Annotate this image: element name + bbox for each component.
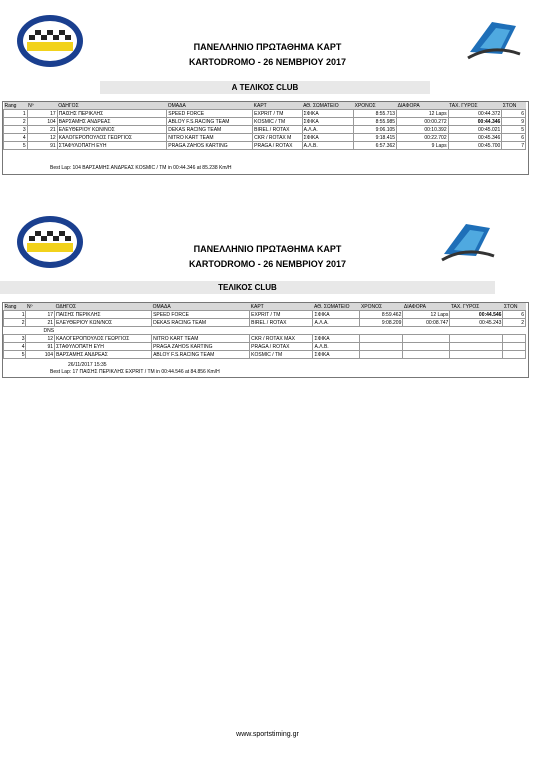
table-cell: ΣΦΙΚΑ <box>313 335 360 343</box>
table-cell: ΣΦΙΚΑ <box>313 351 360 359</box>
table-header-row <box>4 303 526 311</box>
table-cell: ΒΑΡΣΑΜΗΣ ΑΝΔΡΕΑΣ <box>57 118 167 126</box>
table-cell: Α.Λ.Α. <box>302 126 354 134</box>
table-cell: 9 <box>502 118 526 126</box>
table-cell: 00:45.243 <box>450 319 503 327</box>
event-title: ΠΑΝΕΛΛΗΝΙΟ ΠΡΩΤΑΘΗΜΑ ΚΑΡΤ <box>193 42 342 52</box>
table-header-row <box>4 102 526 110</box>
table-cell: 00:44.372 <box>448 110 502 118</box>
table-cell <box>450 335 503 343</box>
table-cell: 00:45.346 <box>448 134 502 142</box>
table-cell: 6 <box>502 134 526 142</box>
table-row <box>4 142 526 150</box>
table-cell <box>403 335 450 343</box>
table-cell: 5 <box>4 351 26 359</box>
table-cell: 5 <box>502 126 526 134</box>
table-cell: PRAGA ZAHOS KARTING <box>167 142 253 150</box>
table-cell: ΣΦΙΚΑ <box>313 311 360 319</box>
column-header: ΤΑΧ. ΓΥΡΟΣ <box>448 102 502 110</box>
column-header: ΣΤΟΝ <box>503 303 526 311</box>
table-cell: SPEED FORCE <box>167 110 253 118</box>
table-cell: ΣΦΙΚΑ <box>302 110 354 118</box>
table-cell: 7 <box>502 142 526 150</box>
table-row <box>4 351 526 359</box>
table-cell: ΕΛΕΥΘΕΡΙΟΥ ΚΩΝ/ΝΟΣ <box>55 319 152 327</box>
table-cell: Α.Λ.Β. <box>313 343 360 351</box>
race-title: Α ΤΕΛΙΚΟΣ CLUB <box>100 81 430 94</box>
table-cell: 3 <box>4 335 26 343</box>
table-cell: 8:55.713 <box>354 110 397 118</box>
table-cell: 5 <box>4 142 28 150</box>
table-cell: 12 <box>26 335 55 343</box>
race-title: ΤΕΛΙΚΟΣ CLUB <box>0 281 495 294</box>
table-cell <box>450 351 503 359</box>
table-cell: EXPRIT / TM <box>253 110 302 118</box>
column-header: ΧΡΟΝΟΣ <box>360 303 403 311</box>
table-cell: KOSMIC / TM <box>253 118 302 126</box>
table-row <box>4 343 526 351</box>
table-cell: 12 Laps <box>397 110 449 118</box>
column-header: ΚΑΡΤ <box>253 102 302 110</box>
table-cell: 00:45.021 <box>448 126 502 134</box>
table-cell: ΒΑΡΣΑΜΗΣ ΑΝΔΡΕΑΣ <box>55 351 152 359</box>
table-cell: BIREL / ROTAX <box>253 126 302 134</box>
table-cell <box>503 351 526 359</box>
event-title: ΠΑΝΕΛΛΗΝΙΟ ΠΡΩΤΑΘΗΜΑ ΚΑΡΤ <box>193 244 342 254</box>
dns-label-row <box>4 327 526 335</box>
table-cell: 91 <box>26 343 55 351</box>
table-cell: 2 <box>503 319 526 327</box>
table-cell: 104 <box>27 118 57 126</box>
table-cell: 17 <box>26 311 55 319</box>
table-cell <box>403 343 450 351</box>
table-cell: 12 Laps <box>403 311 450 319</box>
table-cell: NITRO KART TEAM <box>167 134 253 142</box>
table-cell: NITRO KART TEAM <box>152 335 250 343</box>
table-cell <box>503 343 526 351</box>
footer-url: www.sportstiming.gr <box>236 731 299 738</box>
column-header: ΟΔΗΓΟΣ <box>57 102 167 110</box>
column-header: ΟΜΑΔΑ <box>152 303 250 311</box>
table-cell: PRAGA ZAHOS KARTING <box>152 343 250 351</box>
table-cell: 00:44.546 <box>450 311 503 319</box>
table-row <box>4 335 526 343</box>
column-header: Rang <box>4 102 28 110</box>
column-header: ΣΤΟΝ <box>502 102 526 110</box>
column-header: Nº <box>27 102 57 110</box>
table-cell: 4 <box>4 134 28 142</box>
table-cell: ΣΦΙΚΑ <box>302 118 354 126</box>
table-cell: DEKAS RACING TEAM <box>167 126 253 134</box>
column-header: ΧΡΟΝΟΣ <box>354 102 397 110</box>
best-lap-note: Best Lap: 17 ΠΑΙΣΗΣ ΠΕΡΙΚΛΗΣ EXPRIT / TM in 00:44.546 at 84.856 Km/H <box>50 369 220 375</box>
table-cell: DEKAS RACING TEAM <box>152 319 250 327</box>
table-cell: 9:06.105 <box>354 126 397 134</box>
column-header: ΤΑΧ. ΓΥΡΟΣ <box>450 303 503 311</box>
table-cell: EXPRIT / TM <box>250 311 313 319</box>
table-cell: BIREL / ROTAX <box>250 319 313 327</box>
column-header: ΔΙΑΦΟΡΑ <box>403 303 450 311</box>
table-cell: ΚΑΛΟΓΕΡΟΠΟΥΛΟΣ ΓΕΩΡΓΙΟΣ <box>55 335 152 343</box>
table-row <box>4 126 526 134</box>
table-row <box>4 134 526 142</box>
table-cell: KOSMIC / TM <box>250 351 313 359</box>
results-table <box>3 303 526 359</box>
table-cell: ABLOY F.S.RACING TEAM <box>152 351 250 359</box>
table-cell: 00:22.702 <box>397 134 449 142</box>
column-header: ΔΙΑΦΟΡΑ <box>397 102 449 110</box>
table-cell: ΣΦΙΚΑ <box>302 134 354 142</box>
table-cell: 00:00.272 <box>397 118 449 126</box>
table-cell: 00:45.700 <box>448 142 502 150</box>
column-header: ΑΘ. ΣΩΜΑΤΕΙΟ <box>302 102 354 110</box>
table-cell: 00:44.346 <box>448 118 502 126</box>
table-cell: CKR / ROTAX M <box>253 134 302 142</box>
table-cell: PRAGA / ROTAX <box>250 343 313 351</box>
table-cell: ΚΑΛΟΓΕΡΟΠΟΥΛΟΣ ΓΕΩΡΓΙΟΣ <box>57 134 167 142</box>
table-cell: 00:08.747 <box>403 319 450 327</box>
column-header: ΚΑΡΤ <box>250 303 313 311</box>
table-cell: 9:08.209 <box>360 319 403 327</box>
table-cell: 00:10.392 <box>397 126 449 134</box>
table-row <box>4 311 526 319</box>
table-cell: 9:18.415 <box>354 134 397 142</box>
table-cell: ABLOY F.S.RACING TEAM <box>167 118 253 126</box>
table-cell <box>450 343 503 351</box>
table-cell: 6 <box>502 110 526 118</box>
table-cell: ΠΑΙΣΗΣ ΠΕΡΙΚΛΗΣ <box>55 311 152 319</box>
table-cell <box>360 351 403 359</box>
table-cell: 9 Laps <box>397 142 449 150</box>
table-cell: 6:57.362 <box>354 142 397 150</box>
table-row <box>4 110 526 118</box>
table-cell: 2 <box>4 319 26 327</box>
table-cell: 8:59.462 <box>360 311 403 319</box>
dns-label: DNS <box>43 327 55 334</box>
event-subtitle: KARTODROMO - 26 ΝΕΜΒΡΙΟΥ 2017 <box>188 259 347 269</box>
table-cell: ΠΑΙΣΗΣ ΠΕΡΙΚΛΗΣ <box>57 110 167 118</box>
table-cell <box>360 335 403 343</box>
table-cell: Α.Λ.Α. <box>313 319 360 327</box>
column-header: ΑΘ. ΣΩΜΑΤΕΙΟ <box>313 303 360 311</box>
table-cell: 21 <box>26 319 55 327</box>
timestamp: 26/11/2017 15:35 <box>68 362 107 368</box>
table-cell: ΣΤΑΦΥΛΟΠΑΤΗ ΕΥΗ <box>57 142 167 150</box>
best-lap-note: Best Lap: 104 ΒΑΡΣΑΜΗΣ ΑΝΔΡΕΑΣ KOSMIC / TM in 00:44.346 at 85.238 Km/H <box>50 165 232 171</box>
table-cell: 1 <box>4 110 28 118</box>
table-cell: 8:55.985 <box>354 118 397 126</box>
table-cell: 104 <box>26 351 55 359</box>
table-row <box>4 118 526 126</box>
table-cell: 12 <box>27 134 57 142</box>
table-cell: 3 <box>4 126 28 134</box>
table-cell: 1 <box>4 311 26 319</box>
table-cell: 21 <box>27 126 57 134</box>
results-table <box>3 102 526 150</box>
table-cell: 17 <box>27 110 57 118</box>
column-header: ΟΜΑΔΑ <box>167 102 253 110</box>
table-cell: 6 <box>503 311 526 319</box>
table-cell: 2 <box>4 118 28 126</box>
table-cell: PRAGA / ROTAX <box>253 142 302 150</box>
table-cell: SPEED FORCE <box>152 311 250 319</box>
event-subtitle: KARTODROMO - 26 ΝΕΜΒΡΙΟΥ 2017 <box>188 57 347 67</box>
table-cell: ΕΛΕΥΘΕΡΙΟΥ ΚΩΝ/ΝΟΣ <box>57 126 167 134</box>
table-cell <box>360 343 403 351</box>
table-cell <box>503 335 526 343</box>
table-cell: 91 <box>27 142 57 150</box>
column-header: ΟΔΗΓΟΣ <box>55 303 152 311</box>
table-cell: Α.Λ.Β. <box>302 142 354 150</box>
table-row <box>4 319 526 327</box>
table-cell: ΣΤΑΦΥΛΟΠΑΤΗ ΕΥΗ <box>55 343 152 351</box>
table-cell: 4 <box>4 343 26 351</box>
table-cell <box>403 351 450 359</box>
column-header: Nº <box>26 303 55 311</box>
column-header: Rang <box>4 303 26 311</box>
table-cell: CKR / ROTAX MAX <box>250 335 313 343</box>
